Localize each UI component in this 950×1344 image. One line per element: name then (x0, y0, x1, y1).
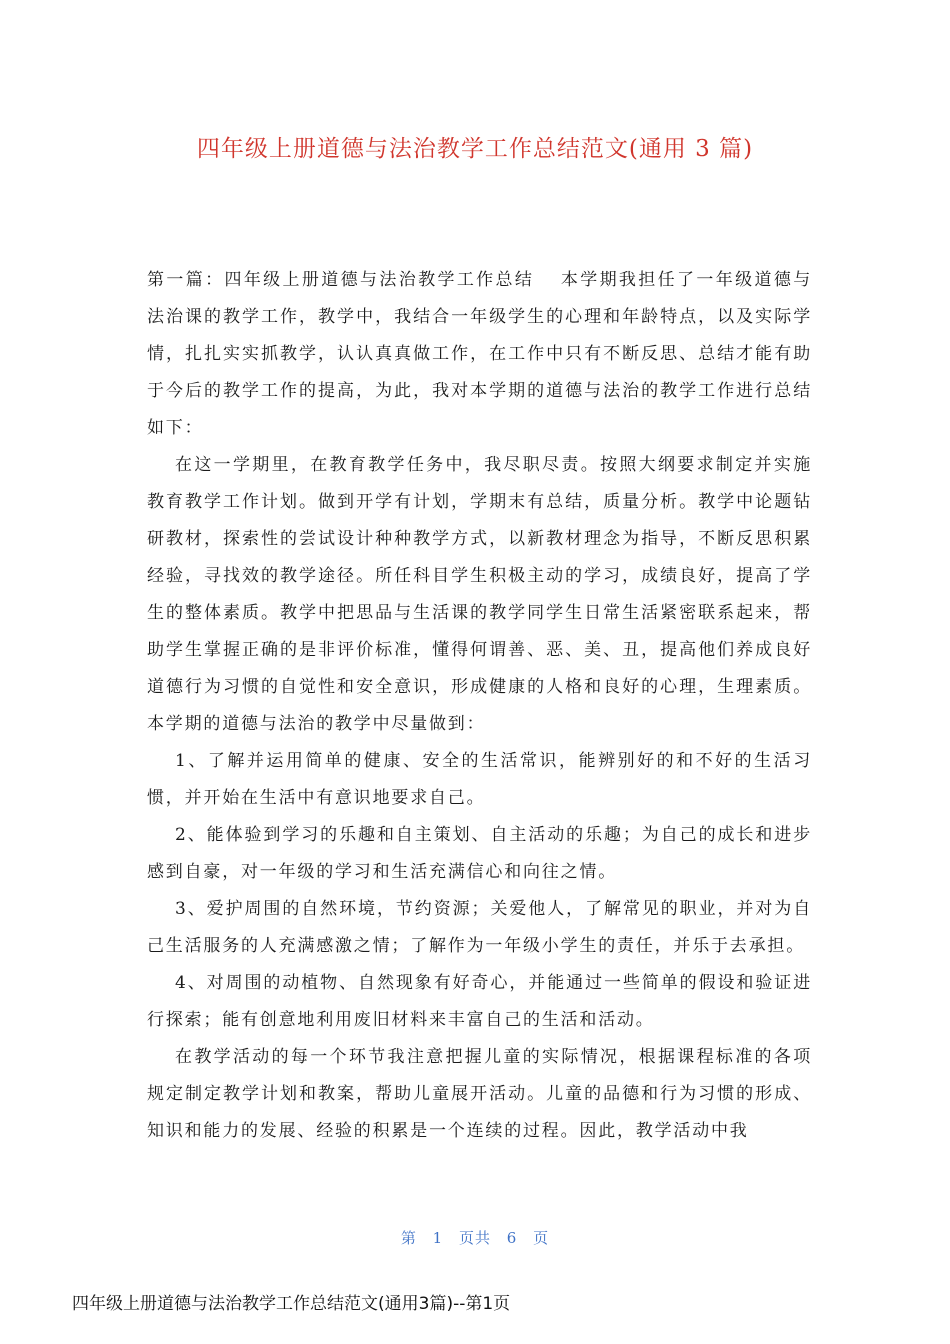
document-body (147, 262, 812, 1150)
paragraph: 在教学活动的每一个环节我注意把握儿童的实际情况，根据课程标准的各项规定制定教学计划和教案，帮助儿童展开活动。儿童的品德和行为习惯的形成、知识和能力的发展、经验的积累是一个连续的过程。因此，教学活动中我 (147, 1047, 812, 1141)
list-item: 4、对周围的动植物、自然现象有好奇心，并能通过一些简单的假设和验证进行探索；能有创意地利用废旧材料来丰富自己的生活和活动。 (147, 973, 812, 1030)
footer-caption: 四年级上册道德与法治教学工作总结范文(通用3篇)--第1页 (72, 1294, 511, 1314)
list-item: 2、能体验到学习的乐趣和自主策划、自主活动的乐趣；为自己的成长和进步感到自豪，对一年级的学习和生活充满信心和向往之情。 (147, 825, 812, 882)
list-item: 3、爱护周围的自然环境，节约资源；关爱他人，了解常见的职业，并对为自己生活服务的人充满感激之情；了解作为一年级小学生的责任，并乐于去承担。 (147, 899, 812, 956)
list-item: 1、了解并运用简单的健康、安全的生活常识，能辨别好的和不好的生活习惯，并开始在生活中有意识地要求自己。 (147, 751, 812, 808)
section-heading: 第一篇：四年级上册道德与法治教学工作总结 (147, 270, 535, 290)
paragraph-intro (147, 262, 812, 447)
paragraph-text: 本学期我担任了一年级道德与法治课的教学工作，教学中，我结合一年级学生的心理和年龄特点，以及实际学情，扎扎实实抓教学，认认真真做工作，在工作中只有不断反思、总结才能有助于今后的教学工作的提高，为此，我对本学期的道德与法治的教学工作进行总结如下： (147, 270, 813, 438)
document-title: 四年级上册道德与法治教学工作总结范文(通用 3 篇) (196, 136, 754, 162)
paragraph: 在这一学期里，在教育教学任务中，我尽职尽责。按照大纲要求制定并实施教育教学工作计划。做到开学有计划，学期末有总结，质量分析。教学中论题钻研教材，探索性的尝试设计种种教学方式，以新教材理念为指导，不断反思积累经验，寻找效的教学途径。所任科目学生积极主动的学习，成绩良好，提高了学生的整体素质。教学中把思品与生活课的教学同学生日常生活紧密联系起来，帮助学生掌握正确的是非评价标准，懂得何谓善、恶、美、丑，提高他们养成良好道德行为习惯的自觉性和安全意识，形成健康的人格和良好的心理，生理素质。本学期的道德与法治的教学中尽量做到： (147, 455, 812, 734)
page-number: 第 1 页共 6 页 (400, 1229, 550, 1247)
